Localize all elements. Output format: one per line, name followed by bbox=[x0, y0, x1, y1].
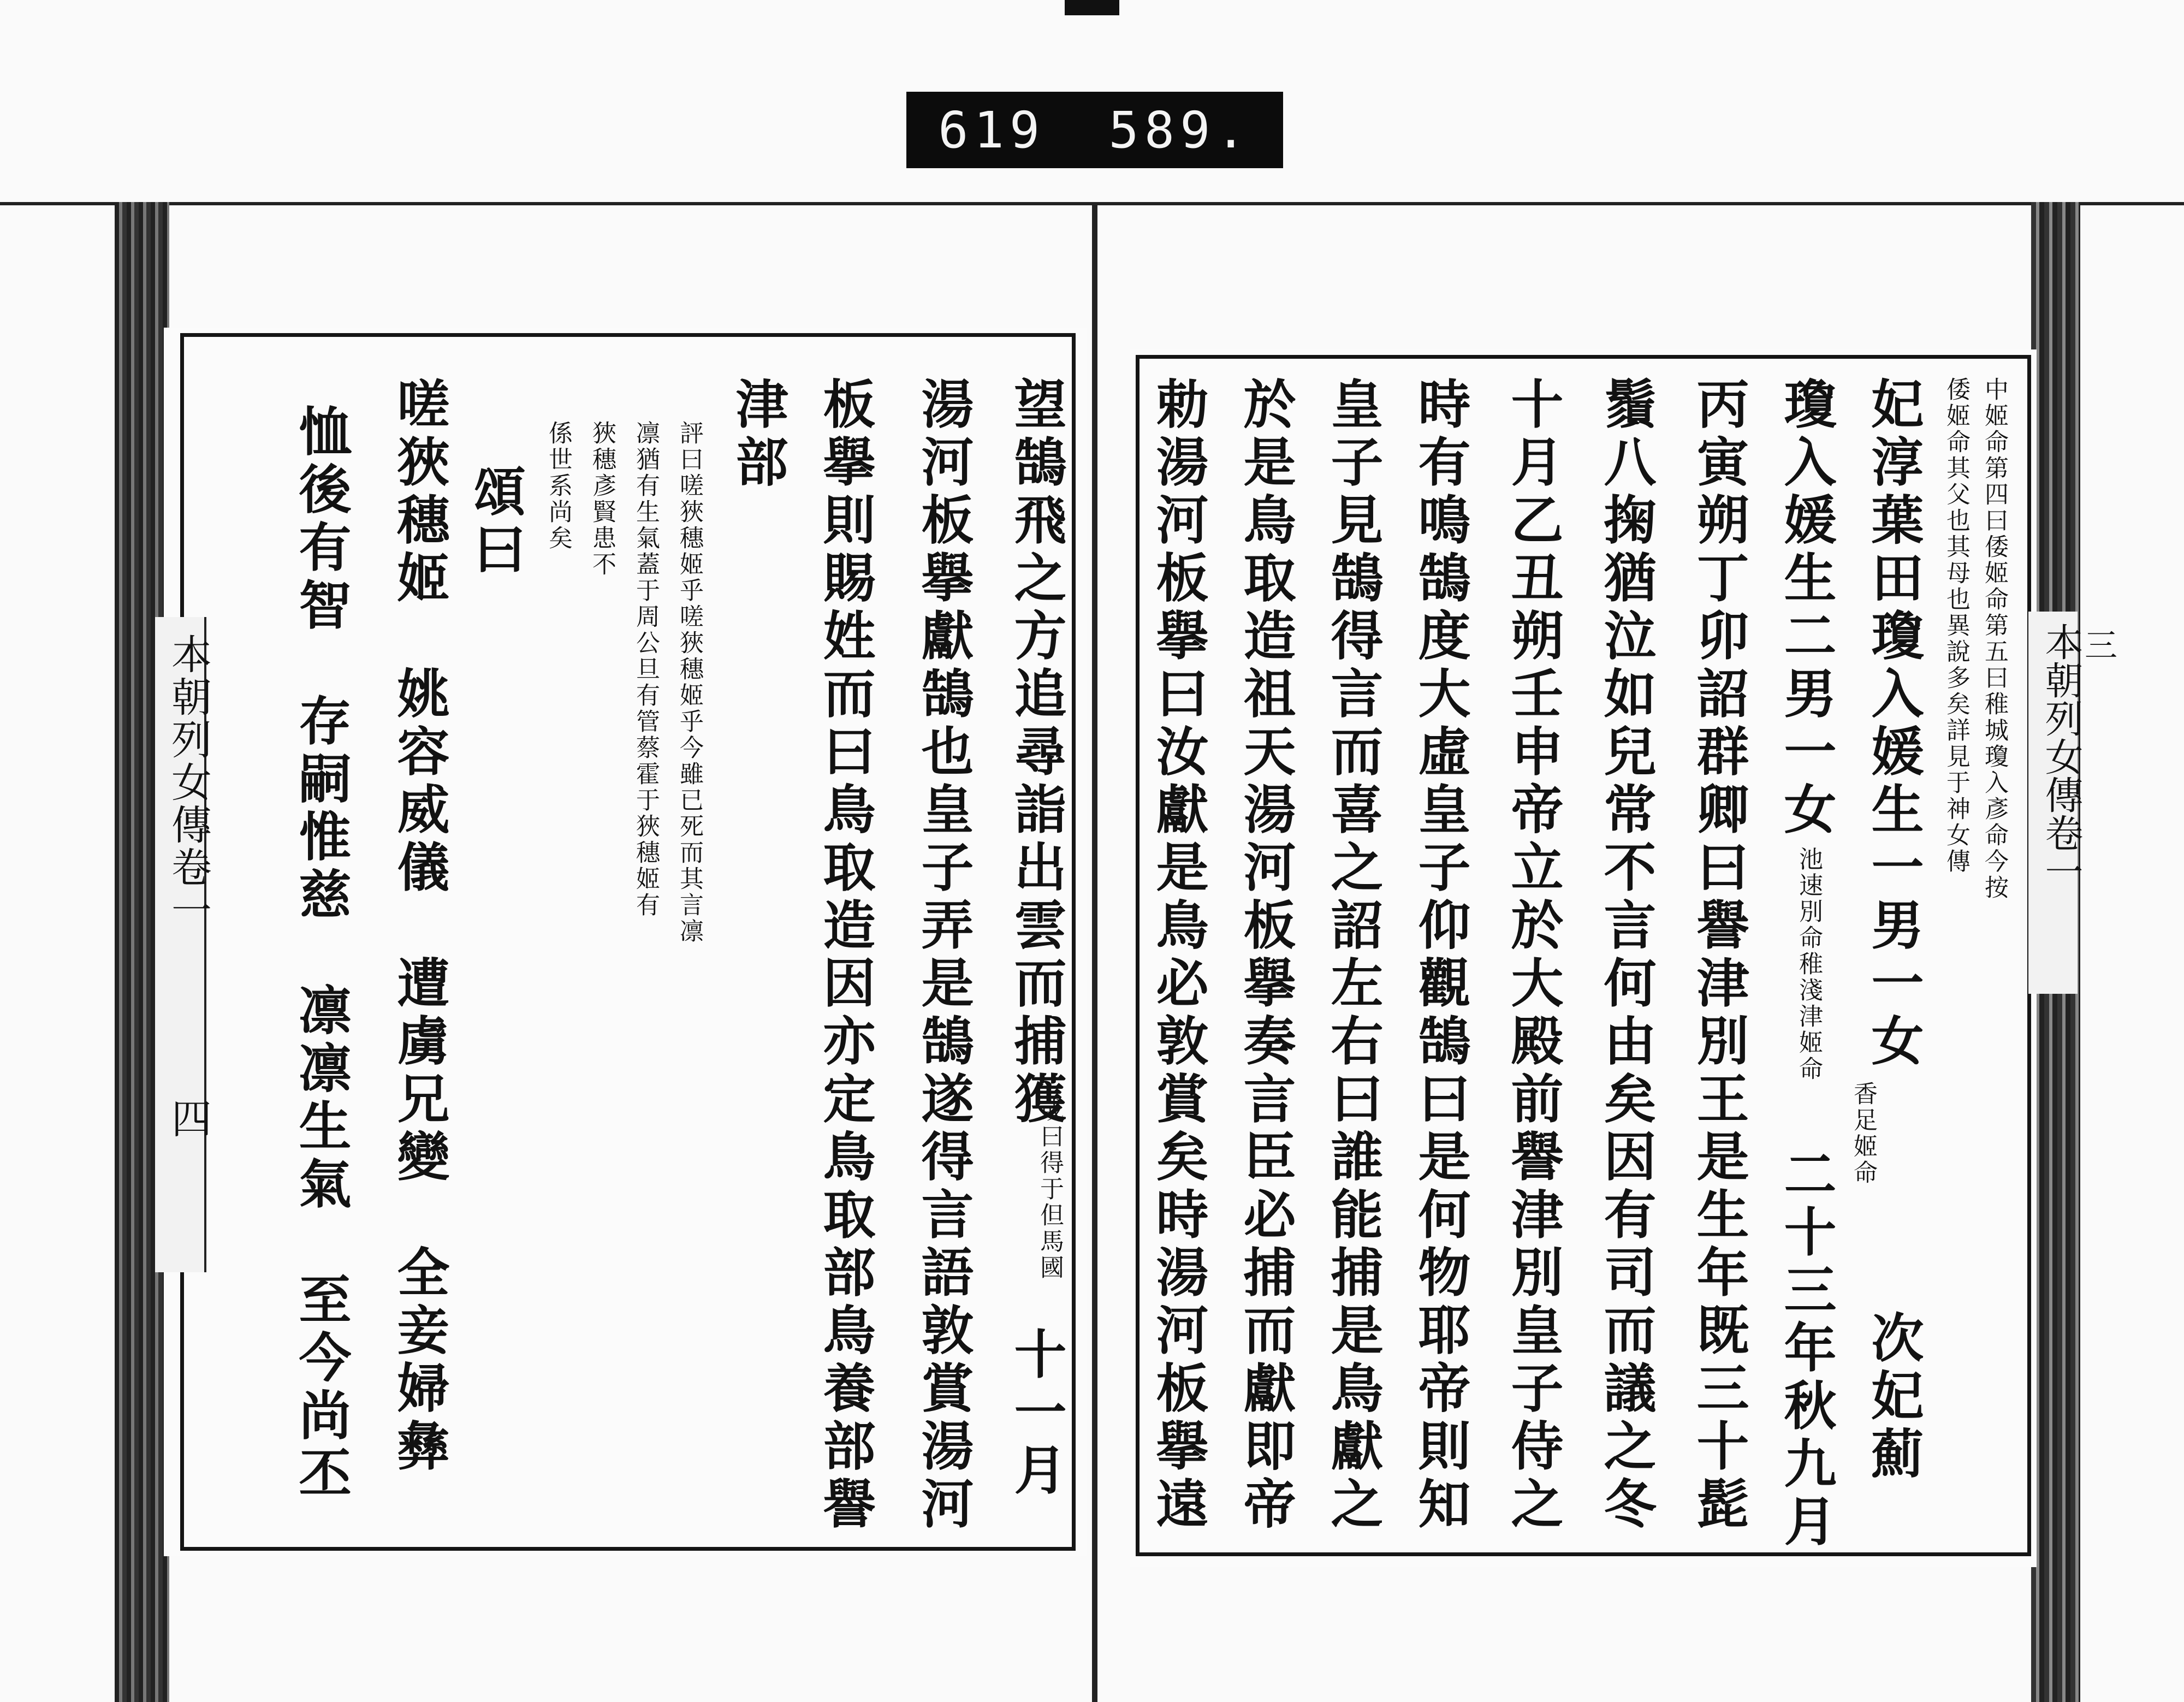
left-col-11: 恤後有智 存嗣惟慈 凛凛生氣 至今尚丕 bbox=[290, 404, 352, 1504]
left-col-2: 湯河板擧獻鵠也皇子弄是鵠遂得言語敦賞湯河 bbox=[913, 377, 975, 1534]
catalog-number-right: 589. bbox=[1108, 100, 1251, 159]
catalog-label bbox=[906, 92, 1283, 168]
left-col-4: 津部 bbox=[727, 377, 789, 493]
left-col-1-tail: 十一月 bbox=[1006, 1327, 1067, 1501]
right-col-3-note: 香足姬命 bbox=[1849, 1081, 1877, 1186]
left-col-7: 狹穗彥賢患不 bbox=[588, 420, 616, 578]
left-tab-page-number: 四 bbox=[165, 1098, 212, 1140]
left-col-10: 嗟狹穗姬 姚容威儀 遭虜兄變 全妾婦彝 bbox=[389, 377, 450, 1476]
right-col-4-tail: 二十三年秋九月 bbox=[1776, 1147, 1837, 1552]
right-page-tab bbox=[2028, 612, 2084, 994]
right-col-8: 時有鳴鵠度大虛皇子仰觀鵠曰是何物耶帝則知 bbox=[1410, 377, 1471, 1534]
left-col-9: 頌曰 bbox=[465, 464, 527, 580]
right-col-2: 倭姬命其父也其母也異說多矣詳見于神女傳 bbox=[1942, 377, 1970, 875]
left-col-6: 凛猶有生氣蓋于周公旦有管蔡霍于狹穗姬有 bbox=[632, 420, 660, 918]
catalog-number-left: 619 bbox=[938, 100, 1046, 159]
scanner-notch bbox=[1065, 0, 1119, 15]
right-col-3-tail: 次妃薊 bbox=[1863, 1310, 1925, 1484]
right-col-5: 丙寅朔丁卯詔群卿曰譽津別王是生年既三十髭 bbox=[1688, 377, 1750, 1534]
right-col-1: 中姬命第四曰倭姬命第五曰稚城瓊入彥命今按 bbox=[1980, 377, 2008, 901]
left-col-8: 係世系尚矣 bbox=[544, 420, 572, 551]
left-col-3: 板擧則賜姓而曰鳥取造因亦定鳥取部鳥養部譽 bbox=[815, 377, 876, 1534]
left-page-tab bbox=[153, 617, 212, 1272]
right-col-9: 皇子見鵠得言而喜之詔左右曰誰能捕是鳥獻之 bbox=[1322, 377, 1384, 1534]
right-col-10: 於是鳥取造祖天湯河板擧奏言臣必捕而獻即帝 bbox=[1235, 377, 1297, 1534]
left-col-5: 評曰嗟狹穗姬乎嗟狹穗姬乎今雖已死而其言凛 bbox=[675, 420, 703, 945]
right-col-7: 十月乙丑朔壬申帝立於大殿前譽津別皇子侍之 bbox=[1503, 377, 1564, 1534]
right-col-11: 勅湯河板擧曰汝獻是鳥必敦賞矣時湯河板擧遠 bbox=[1148, 377, 1209, 1534]
right-col-6: 鬚八掬猶泣如兒常不言何由矣因有司而議之冬 bbox=[1595, 377, 1657, 1534]
right-col-4-note: 池速別命稚淺津姬命 bbox=[1795, 846, 1823, 1082]
right-col-3: 妃淳葉田瓊入媛生一男一女 bbox=[1863, 377, 1925, 1071]
left-col-1: 望鵠飛之方追尋詣出雲而捕獲 bbox=[1006, 377, 1067, 1129]
right-tab-title: 本朝列女傳卷一 bbox=[2039, 622, 2084, 890]
left-col-1-note: 或曰得于但馬國 bbox=[1036, 1098, 1064, 1281]
book-gutter bbox=[1092, 202, 1097, 1702]
right-tab-page-number: 三 bbox=[2079, 628, 2117, 661]
left-tab-title: 本朝列女傳卷一 bbox=[165, 633, 212, 932]
right-col-4: 瓊入媛生二男一女 bbox=[1776, 377, 1837, 840]
